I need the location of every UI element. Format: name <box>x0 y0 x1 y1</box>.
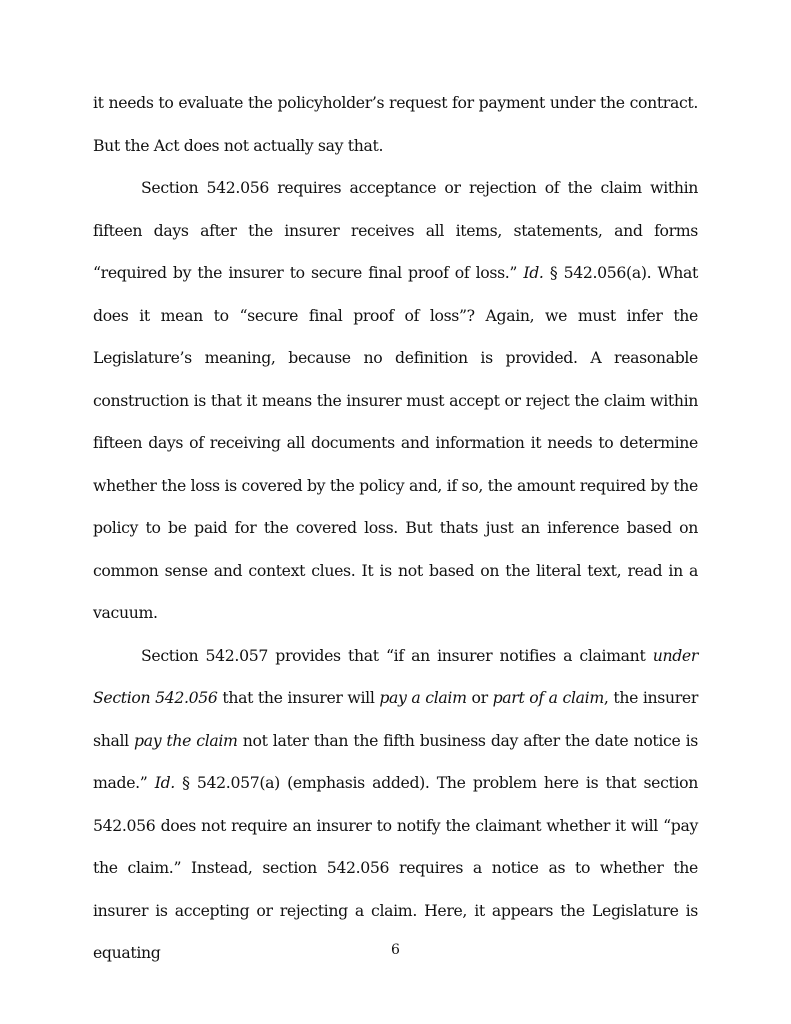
body-text <box>93 82 698 975</box>
emphasis-italic: pay the claim <box>134 730 238 750</box>
text-run: § 542.057(a) (emphasis added). The problem here is that section 542.056 does not require an insurer to notify the claimant whether it will “pay the claim.” Instead, section 542.056 requires a notice as to whether the insurer is accepting or rejecting a claim. Here, it appears the Legislature is equating <box>93 773 698 962</box>
text-run: Section 542.056 requires acceptance or rejection of the claim within fifteen days after the insurer receives all items, statements, and forms “required by the insurer to secure final proof of loss.” <box>93 178 698 282</box>
emphasis-italic: pay a claim <box>379 688 467 707</box>
text-run: § 542.056(a). What does it mean to “secure final proof of loss”? Again, we must infer the Legislature’s meaning, because no definition is provided. A reasonable construction is that it means the insurer must accept or reject the claim within fifteen days of receiving all documents and information it needs to determine whether the loss is covered by the policy and, if so, the amount required by the policy to be paid for the covered loss. But thats just an inference based on common sense and context clues. It is not based on the literal text, read in a vacuum. <box>93 263 698 622</box>
page-number: 6 <box>391 942 400 958</box>
text-run: or <box>466 688 493 707</box>
text-run: , the insurer shall <box>93 688 698 750</box>
text-run: not later than the fifth business day after the date notice is made.” <box>93 730 698 792</box>
emphasis-italic: under Section 542.056 <box>93 645 698 707</box>
emphasis-italic: part of a claim <box>492 688 604 707</box>
text-run: Section 542.057 provides that “if an insurer notifies a claimant <box>141 645 653 665</box>
text-run: that the insurer will <box>217 688 380 707</box>
paragraph <box>93 635 698 975</box>
text-run: it needs to evaluate the policyholder’s request for payment under the contract. But the Act does not actually say that. <box>93 93 698 155</box>
citation-italic: Id. <box>154 773 175 792</box>
paragraph <box>93 82 698 167</box>
paragraph <box>93 167 698 635</box>
citation-italic: Id. <box>523 263 544 282</box>
